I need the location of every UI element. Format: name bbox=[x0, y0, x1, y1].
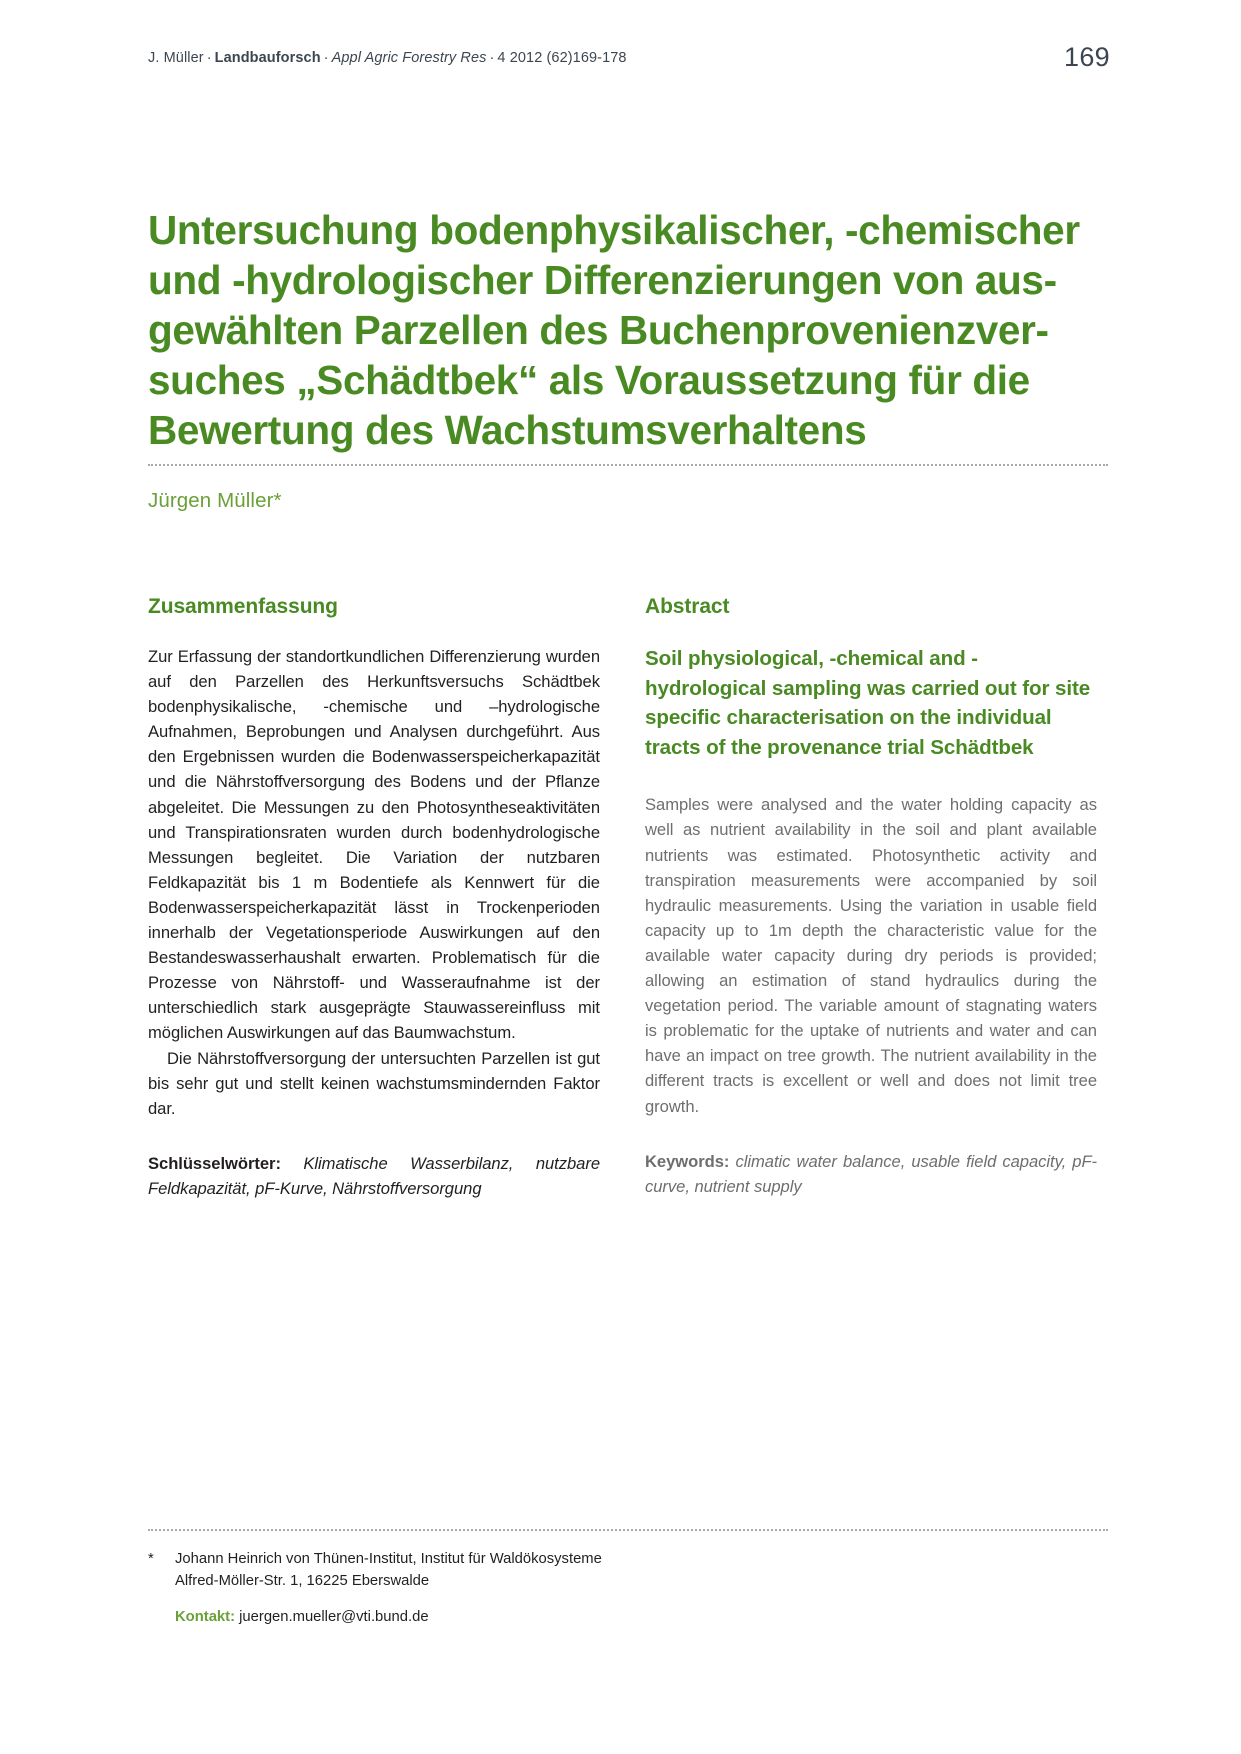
german-abstract-paragraph: Die Nährstoffversorgung der untersuchten Parzellen ist gut bis sehr gut und stellt keinen wachstumsmindernden Faktor dar. bbox=[148, 1048, 600, 1118]
english-abstract-paragraph: Samples were analysed and the water holding capacity as well as nutrient availability in the soil and plant available nutrients was estimated. Photosynthetic activity and transpiration measurements were accompanied by soil hydraulic measurements. Using the variation in usable field capacity up to 1m depth the characteristic value for the available water capacity during dry periods is provided; allowing an estimation of stand hydraulics during the vegetation period. The variable amount of stagnating waters is problematic for the uptake of nutrients and water and can have an impact on tree growth. The nutrient availability in the different tracts is excellent or well and does not limit tree growth. bbox=[645, 795, 1097, 1116]
running-head-separator-2: · bbox=[323, 50, 329, 66]
footnote-divider bbox=[148, 1529, 1108, 1532]
abstract-column-german bbox=[148, 595, 600, 1201]
abstract-column-english bbox=[645, 595, 1097, 1199]
german-keywords-label: Schlüsselwörter: bbox=[148, 1153, 281, 1173]
contact-label: Kontakt: bbox=[175, 1609, 236, 1625]
running-head-journal: Landbauforsch bbox=[214, 50, 321, 66]
affiliation-line-1: Johann Heinrich von Thünen-Institut, Institut für Waldökosysteme bbox=[175, 1551, 602, 1567]
running-head bbox=[148, 50, 1048, 66]
title-line: suches „Schädtbek“ als Voraussetzung für die bbox=[148, 357, 1030, 404]
title-divider bbox=[148, 464, 1108, 467]
footnote-block bbox=[148, 1548, 848, 1628]
running-head-separator-1: · bbox=[206, 50, 212, 66]
english-keywords bbox=[645, 1149, 1097, 1199]
english-keywords-label: Keywords: bbox=[645, 1151, 730, 1171]
affiliation-line-2: Alfred-Möller-Str. 1, 16225 Eberswalde bbox=[175, 1573, 430, 1589]
contact-email[interactable]: juergen.mueller@vti.bund.de bbox=[239, 1609, 429, 1625]
author-byline: Jürgen Müller* bbox=[148, 489, 282, 512]
german-keywords-value: Klimatische Wasserbilanz, nutzbare Feldkapazität, pF-Kurve, Nährstoffversorgung bbox=[148, 1153, 600, 1198]
title-line: Bewertung des Wachstumsverhaltens bbox=[148, 407, 867, 454]
german-keywords bbox=[148, 1151, 600, 1201]
title-line: und -hydrologischer Differenzierungen von aus- bbox=[148, 257, 1057, 304]
contact-row bbox=[175, 1606, 848, 1628]
german-abstract-paragraph: Zur Erfassung der standortkundlichen Differenzierung wurden auf den Parzellen des Herkunftsversuchs Schädtbek bodenphysikalische, -chemische und –hydrologische Aufnahmen, Beprobungen und Analysen durchgeführt. Aus den Ergebnissen wurden die Bodenwasserspeicherkapazität und die Nährstoffversorgung des Bodens und der Pflanze abgeleitet. Die Messungen zu den Photosyntheseaktivitäten und Transpirationsraten wurden durch bodenhydrologische Messungen begleitet. Die Variation der nutzbaren Feldkapazität bis 1 m Bodentiefe als Kennwert für die Bodenwasserspeicherkapazität lässt in Trockenperioden innerhalb der Vegetationsperiode Auswirkungen auf den Bestandeswasserhaushalt erwarten. Problematisch für die Prozesse von Nährstoff- und Wasseraufnahme ist der unterschiedlich stark ausgeprägte Stauwassereinfluss mit möglichen Auswirkungen auf das Baumwachstum. bbox=[148, 647, 600, 1043]
section-heading-abstract: Abstract bbox=[645, 595, 730, 618]
footnote-marker: * bbox=[148, 1551, 154, 1567]
running-head-author: J. Müller bbox=[148, 50, 204, 66]
page-number: 169 bbox=[1064, 42, 1110, 72]
title-line: gewählten Parzellen des Buchenprovenienzver- bbox=[148, 307, 1049, 354]
title-line: Untersuchung bodenphysikalischer, -chemischer bbox=[148, 207, 1080, 254]
running-head-separator-3: · bbox=[489, 50, 495, 66]
running-head-journal-en: Appl Agric Forestry Res bbox=[331, 50, 487, 66]
running-head-citation: 4 2012 (62)169-178 bbox=[497, 50, 627, 66]
section-heading-zusammenfassung: Zusammenfassung bbox=[148, 595, 338, 618]
english-abstract-title: Soil physiological, -chemical and -hydrological sampling was carried out for site specific characterisation on the individual tracts of the provenance trial Schädtbek bbox=[645, 647, 1091, 759]
footnote-affiliation bbox=[175, 1548, 848, 1628]
english-keywords-value: climatic water balance, usable field capacity, pF-curve, nutrient supply bbox=[645, 1151, 1098, 1196]
page-title bbox=[148, 205, 1103, 455]
footnote-affiliation-row bbox=[148, 1548, 848, 1628]
